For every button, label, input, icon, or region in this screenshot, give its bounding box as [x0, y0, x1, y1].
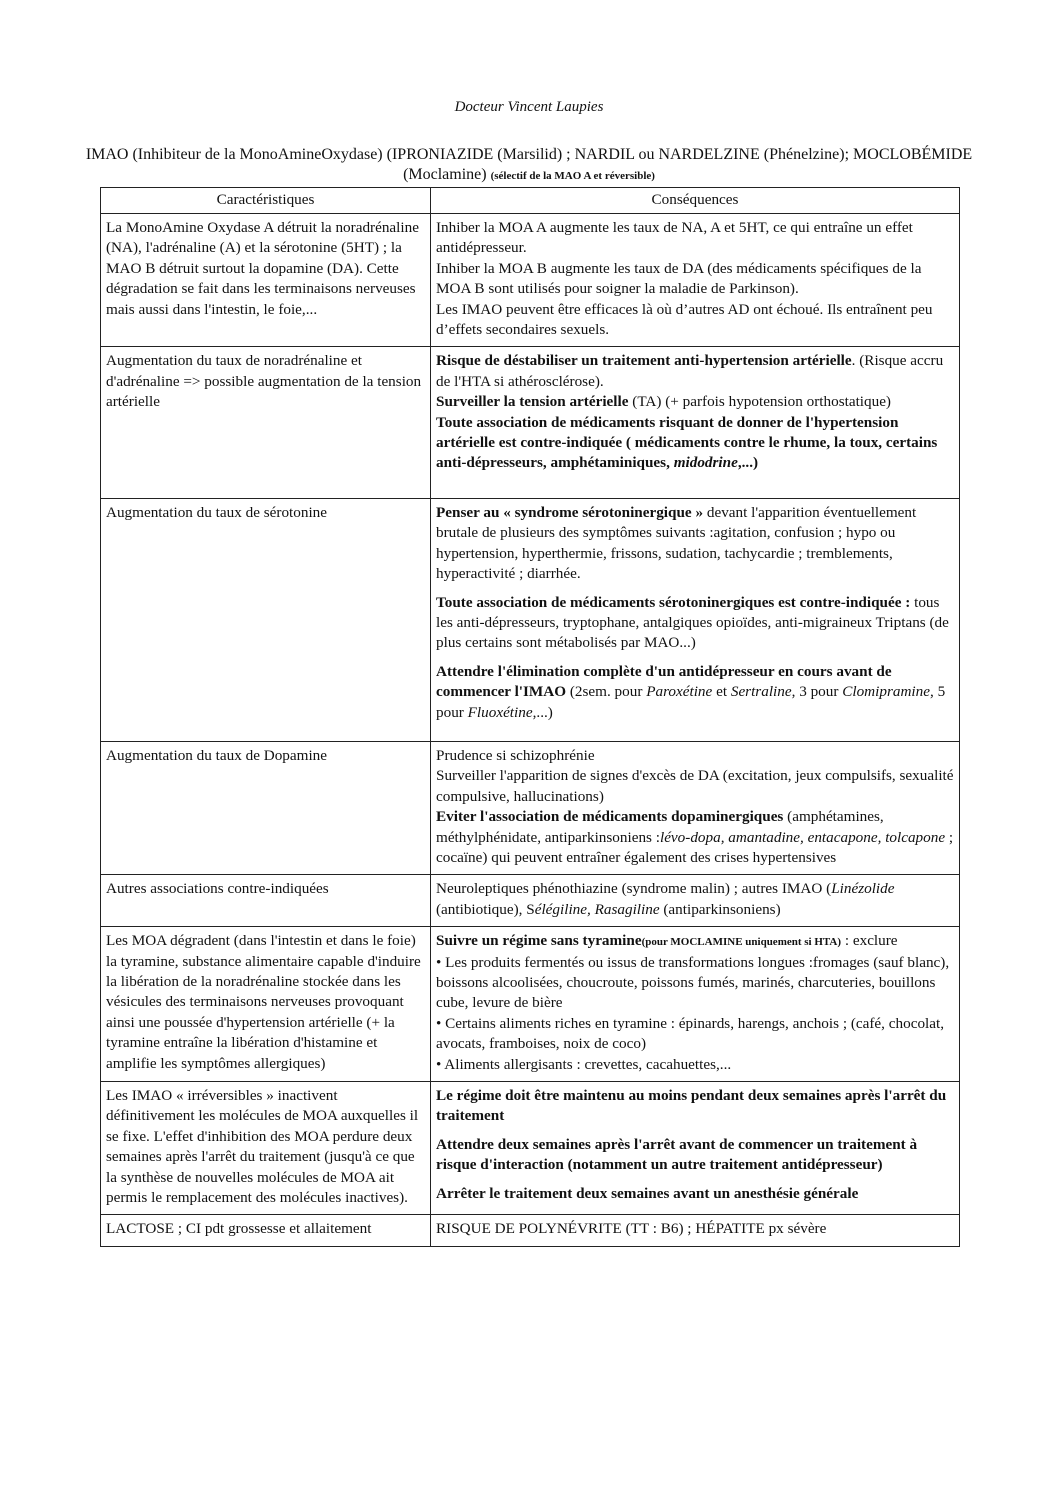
bold-text: Arrêter le traitement deux semaines avant un anesthésie générale [436, 1184, 859, 1202]
cell-text: ; cocaïne) qui peuvent entraîner également des crises hypertensives [436, 828, 954, 866]
cell-line: Prudence si schizophrénie [436, 746, 595, 764]
bold-text: Risque de déstabiliser un traitement anti-hypertension artérielle [436, 352, 852, 370]
cell-text: (antiparkinsoniens) [659, 900, 781, 918]
cell-line: Les IMAO peuvent être efficaces là où d’autres AD ont échoué. Ils entraînent peu d’effets secondaires sexuels. [436, 300, 933, 339]
cell-paragraph [436, 593, 954, 654]
cell-text: Augmentation du taux de sérotonine [106, 503, 328, 521]
cell-text: , 5 pour [436, 683, 946, 721]
bold-text: Le régime doit être maintenu au moins pendant deux semaines après l'arrêt du traitement [436, 1087, 947, 1125]
cell-text: devant l'apparition éventuellement brutale de plusieurs des symptômes suivants :agitation, confusion ; hypo ou hypertension, hyperthermie, frissons, sudation, tachycardie ; tremblements, hyperactivité ; diarrhée. [436, 503, 917, 583]
document-title [80, 145, 978, 186]
cell-text: , 3 pour [791, 683, 843, 701]
cell-line [436, 879, 954, 920]
cell-text: et [712, 683, 731, 701]
table-row [101, 498, 960, 741]
column-header-characteristics: Caractéristiques [101, 188, 431, 214]
cell-characteristic [101, 1082, 431, 1215]
title-main: IMAO (Inhibiteur de la MonoAmineOxydase) (IPRONIAZIDE (Marsilid) ; NARDIL ou NARDELZINE (Phénelzine); MOCLOBÉMIDE (Moclamine) [85, 146, 973, 183]
small-bold-note: (pour MOCLAMINE uniquement si HTA) [641, 936, 842, 949]
cell-characteristic [101, 347, 431, 498]
cell-text: Les IMAO « irréversibles » inactivent définitivement les molécules de MOA auxquelles il se fixe. L'effet d'inhibition des MOA perdure deux semaines après l'arrêt du traitement (jusqu'à ce que la synthèse de nouvelles molécules de MOA ait permis le remplacement des molécules inactives). [106, 1087, 419, 1207]
cell-consequence [431, 1082, 960, 1215]
cell-consequence [431, 498, 960, 741]
cell-consequence [431, 347, 960, 498]
cell-paragraph [436, 1086, 954, 1127]
cell-text: : exclure [841, 932, 898, 950]
cell-line: • Aliments allergisants : crevettes, cacahuettes,... [436, 1055, 732, 1073]
italic-text: lévo-dopa, amantadine, entacapone, tolcapone [659, 828, 946, 846]
italic-text: Fluoxétine [467, 703, 533, 721]
cell-line [436, 807, 954, 868]
cell-consequence [431, 214, 960, 347]
cell-line: • Les produits fermentés ou issus de transformations longues :fromages (sauf blanc), boissons alcoolisées, choucroute, poissons fumés, marinés, charcuteries, bouillons cube, levure de bière [436, 953, 950, 1012]
cell-text: tous les anti-dépresseurs, tryptophane, antalgiques opioïdes, anti-migraineux Triptans (de plus certains sont métabolisés par MAO...) [436, 593, 949, 652]
bold-text: Suivre un régime sans tyramine [436, 932, 642, 950]
italic-text: élégiline, Rasagiline [534, 900, 660, 918]
cell-line: Inhiber la MOA B augmente les taux de DA (des médicaments spécifiques de la MOA B sont utilisés pour soigner la maladie de Parkinson). [436, 259, 922, 298]
table-row [101, 1215, 960, 1246]
cell-text: Autres associations contre-indiquées [106, 880, 329, 898]
table-row [101, 875, 960, 927]
cell-paragraph [436, 1135, 954, 1176]
italic-text: Sertraline [730, 683, 792, 701]
table-row [101, 214, 960, 347]
cell-line [436, 351, 954, 392]
cell-characteristic [101, 927, 431, 1082]
cell-paragraph [436, 662, 954, 723]
cell-line [436, 392, 954, 412]
cell-text: ,...) [532, 703, 553, 721]
cell-text: Augmentation du taux de Dopamine [106, 746, 328, 764]
table-row [101, 347, 960, 498]
cell-text: (antibiotique), S [436, 900, 535, 918]
cell-line: Inhiber la MOA A augmente les taux de NA, A et 5HT, ce qui entraîne un effet antidépresseur. [436, 219, 913, 257]
cell-characteristic [101, 498, 431, 741]
cell-consequence [431, 1215, 960, 1246]
bold-text: Attendre l'élimination complète d'un antidépresseur en cours avant de commencer l'IMAO [436, 662, 892, 701]
table-header-row [101, 188, 960, 214]
table-row [101, 741, 960, 874]
cell-paragraph [436, 503, 954, 585]
cell-consequence [431, 927, 960, 1082]
title-note: (sélectif de la MAO A et réversible) [490, 170, 655, 182]
table-row [101, 1082, 960, 1215]
bold-text: Toute association de médicaments risquant de donner de l'hypertension artérielle est contre-indiquée ( médicaments contre le rhume, la toux, certains anti-dépresseurs, amphétaminiques, [436, 413, 938, 472]
italic-text: Paroxétine [646, 683, 713, 701]
cell-text: (TA) (+ parfois hypotension orthostatique) [628, 393, 891, 411]
cell-line [436, 413, 954, 474]
bold-text: Toute association de médicaments sérotoninergiques est contre-indiquée : [436, 593, 911, 611]
cell-line [436, 931, 954, 952]
imao-table [100, 187, 960, 1247]
bold-text: Eviter l'association de médicaments dopaminergiques [436, 808, 784, 826]
cell-consequence [431, 741, 960, 874]
cell-text: Augmentation du taux de noradrénaline et d'adrénaline => possible augmentation de la tension artérielle [106, 352, 422, 411]
cell-text: RISQUE DE POLYNÉVRITE (TT : B6) ; HÉPATITE px sévère [436, 1220, 827, 1238]
table-row [101, 927, 960, 1082]
cell-line: • Certains aliments riches en tyramine : épinards, harengs, anchois ; (café, chocolat, avocats, framboises, noix de coco) [436, 1014, 945, 1053]
bold-text: Attendre deux semaines après l'arrêt avant de commencer un traitement à risque d'interaction (notamment un autre traitement antidépresseur) [436, 1135, 918, 1174]
cell-characteristic [101, 875, 431, 927]
cell-consequence [431, 875, 960, 927]
cell-text: (2sem. pour [566, 683, 647, 701]
cell-text: Les MOA dégradent (dans l'intestin et dans le foie) la tyramine, substance alimentaire capable d'induire la libération de la noradrénaline stockée dans les vésicules des terminaisons nerveuses provoquant ainsi une poussée d'hypertension artérielle (+ la tyramine entraîne la libération d'histamine et amplifie les symptômes allergiques) [106, 932, 421, 1072]
cell-text: (amphétamines, méthylphénidate, antiparkinsoniens : [436, 808, 884, 846]
bold-text: Penser au « syndrome sérotoninergique » [436, 503, 704, 521]
bold-text: ,...) [737, 454, 759, 472]
cell-characteristic [101, 1215, 431, 1246]
italic-text: Linézolide [831, 880, 895, 898]
bold-text: Surveiller la tension artérielle [436, 393, 629, 411]
document-author: Docteur Vincent Laupies [454, 99, 604, 115]
italic-text: Clomipramine [842, 683, 930, 701]
cell-characteristic [101, 741, 431, 874]
cell-characteristic [101, 214, 431, 347]
cell-text: La MonoAmine Oxydase A détruit la noradrénaline (NA), l'adrénaline (A) et la sérotonine (5HT) ; la MAO B détruit surtout la dopamine (DA). Cette dégradation se fait dans les terminaisons nerveuses mais aussi dans l'intestin, le foie,... [106, 219, 419, 318]
cell-line: Surveiller l'apparition de signes d'excès de DA (excitation, jeux compulsifs, sexualité compulsive, hallucinations) [436, 767, 954, 805]
cell-text: LACTOSE ; CI pdt grossesse et allaitement [106, 1220, 372, 1238]
cell-text: Neuroleptiques phénothiazine (syndrome malin) ; autres IMAO ( [436, 880, 832, 898]
cell-text: . (Risque accru de l'HTA si athérosclérose). [436, 352, 944, 390]
bold-italic-text: midodrine [673, 454, 738, 472]
column-header-consequences: Conséquences [431, 188, 960, 214]
cell-paragraph [436, 1184, 954, 1204]
